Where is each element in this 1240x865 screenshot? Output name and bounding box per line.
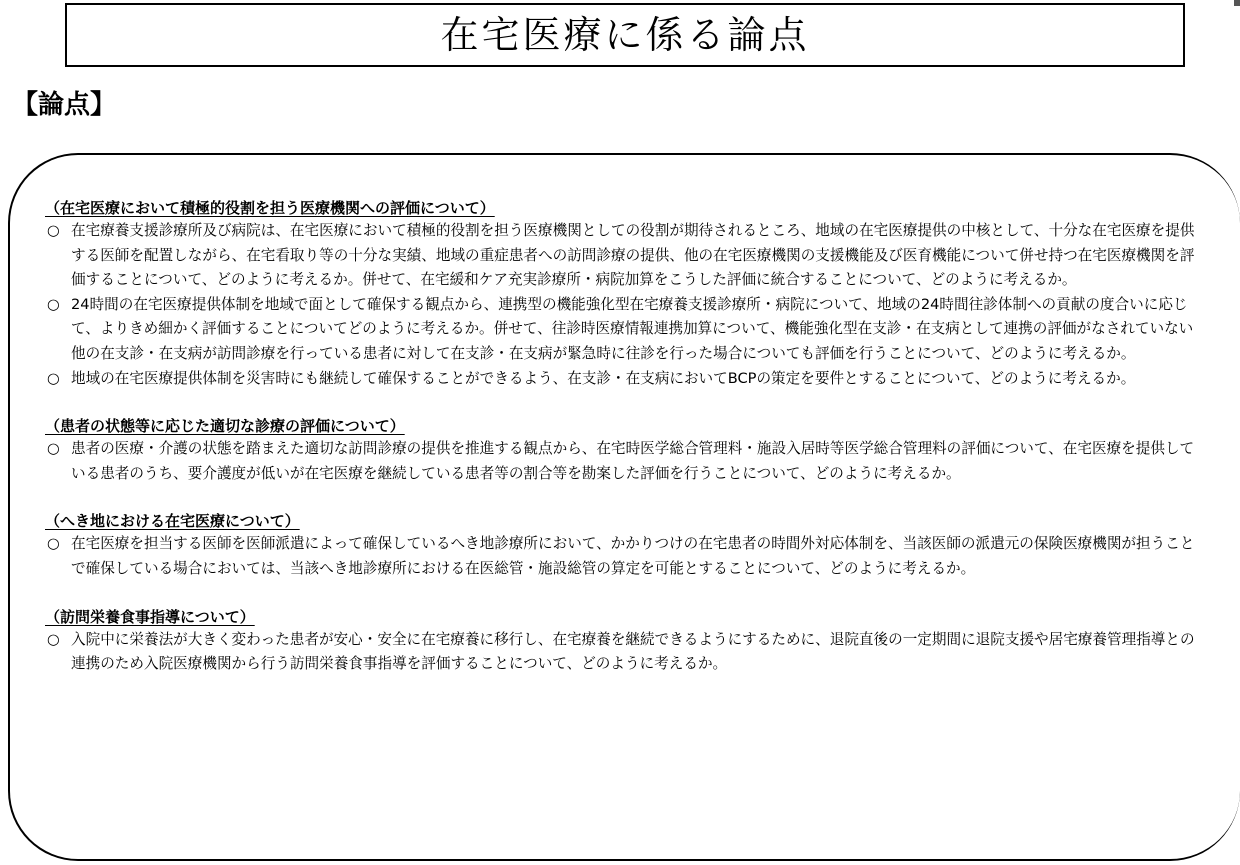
topic-items bbox=[45, 628, 1207, 677]
item-text: 地域の在宅医療提供体制を災害時にも継続して確保することができるよう、在支診・在支病においてBCPの策定を要件とすることについて、どのように考えるか。 bbox=[71, 369, 1136, 387]
list-item bbox=[45, 437, 1207, 486]
topic-items bbox=[45, 219, 1207, 391]
topic-heading: （へき地における在宅医療について） bbox=[45, 512, 300, 531]
topic-heading: （訪問栄養食事指導について） bbox=[45, 607, 255, 626]
bullet-circle-icon: ○ bbox=[47, 440, 60, 458]
list-item bbox=[45, 293, 1207, 367]
section-heading: 【論点】 bbox=[12, 90, 117, 120]
corner-mark bbox=[1234, 0, 1240, 6]
bullet-circle-icon: ○ bbox=[47, 222, 60, 239]
page-title: 在宅医療に係る論点 bbox=[440, 13, 810, 57]
item-text: 患者の医療・介護の状態を踏まえた適切な訪問診療の提供を推進する観点から、在宅時医学総合管理料・施設入居時等医学総合管理料の評価について、在宅医療を提供している患者のうち、要介護度が低いが在宅医療を継続している患者等の割合等を勘案した評価を行うことについて、どのように考えるか。 bbox=[71, 440, 1195, 482]
bullet-circle-icon: ○ bbox=[47, 630, 60, 648]
list-item bbox=[45, 219, 1207, 293]
topic-remote-area bbox=[45, 511, 1207, 581]
content-area bbox=[45, 198, 1207, 677]
bullet-circle-icon: ○ bbox=[47, 369, 60, 387]
item-text: 在宅医療を担当する医師を医師派遣によって確保しているへき地診療所において、かかりつけの在宅患者の時間外対応体制を、当該医師の派遣元の保険医療機関が担うことで確保している場合においては、当該へき地診療所における在医総管・施設総管の算定を可能とすることについて、どのように考えるか。 bbox=[71, 535, 1195, 577]
title-box bbox=[65, 3, 1185, 67]
topic-heading: （在宅医療において積極的役割を担う医療機関への評価について） bbox=[45, 199, 495, 217]
topic-heading: （患者の状態等に応じた適切な診療の評価について） bbox=[45, 417, 405, 436]
topic-home-care-role bbox=[45, 198, 1207, 391]
list-item bbox=[45, 367, 1207, 392]
item-text: 24時間の在宅医療提供体制を地域で面として確保する観点から、連携型の機能強化型在宅療養支援診療所・病院について、地域の24時間往診体制への貢献の度合いに応じて、よりきめ細かく評価することについてどのように考えるか。併せて、往診時医療情報連携加算について、機能強化型在支診・在支病として連携の評価がなされていない他の在支診・在支病が訪問診療を行っている患者に対して在支診・在支病が緊急時に往診を行った場合についても評価を行うことについて、どのように考えるか。 bbox=[71, 295, 1194, 362]
list-item bbox=[45, 532, 1207, 581]
bullet-circle-icon: ○ bbox=[47, 535, 60, 553]
bullet-circle-icon: ○ bbox=[47, 295, 60, 313]
topic-patient-condition bbox=[45, 416, 1207, 486]
item-text: 入院中に栄養法が大きく変わった患者が安心・安全に在宅療養に移行し、在宅療養を継続できるようにするために、退院直後の一定期間に退院支援や居宅療養管理指導との連携のため入院医療機関から行う訪問栄養食事指導を評価することについて、どのように考えるか。 bbox=[71, 630, 1195, 673]
item-text: 在宅療養支援診療所及び病院は、在宅医療において積極的役割を担う医療機関としての役割が期待されるところ、地域の在宅医療提供の中核として、十分な在宅医療を提供する医師を配置しながら、在宅看取り等の十分な実績、地域の重症患者への訪問診療の提供、他の在宅医療機関の支援機能及び医育機能について併せ持つ在宅医療機関を評価することについて、どのように考えるか。併せて、在宅緩和ケア充実診療所・病院加算をこうした評価に統合することについて、どのように考えるか。 bbox=[71, 222, 1195, 289]
topic-items bbox=[45, 532, 1207, 581]
topic-nutrition-guidance bbox=[45, 607, 1207, 677]
list-item bbox=[45, 628, 1207, 677]
topic-items bbox=[45, 437, 1207, 486]
